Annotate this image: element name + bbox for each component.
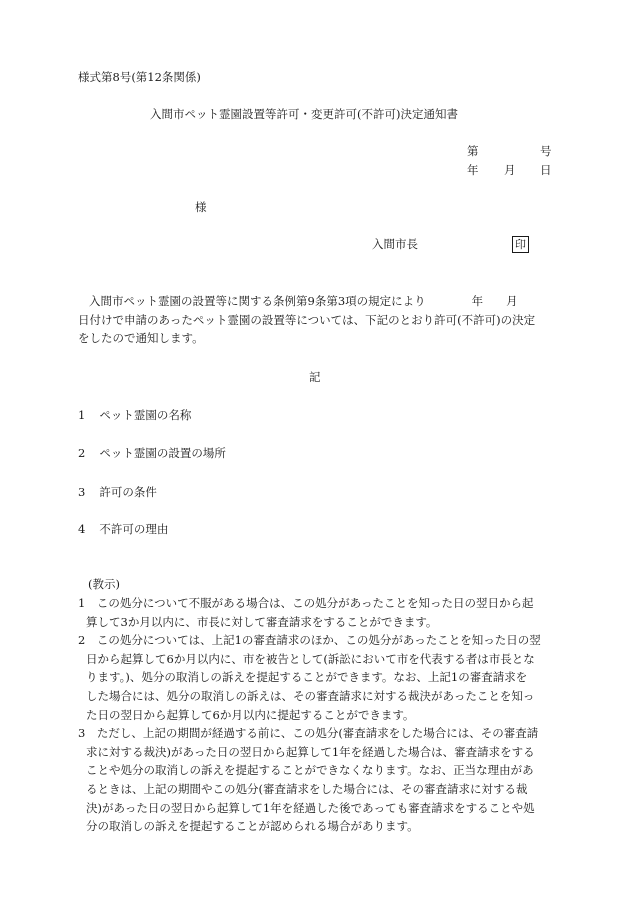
item-label: 不許可の理由 xyxy=(99,522,169,536)
body-line: 入間市ペット霊園の設置等に関する条例第9条第3項の規定により 年 月 xyxy=(89,294,518,308)
notice-line: た日の翌日から起算して6か月以内に提起することができます。 xyxy=(86,707,415,722)
notice-line: 分の取消しの訴えを提起することが認められる場合があります。 xyxy=(86,819,419,834)
date-year: 年 xyxy=(467,163,479,177)
notice-line: 求に対する裁決)があった日の翌日から起算して1年を経過した場合は、審査請求をする xyxy=(86,744,535,759)
item-3 xyxy=(78,485,157,500)
notice-2 xyxy=(78,631,558,724)
issuer-name: 入間市長 xyxy=(372,237,418,251)
notice-line: 2 この処分については、上記1の審査請求のほか、この処分があったことを知った日の翌 xyxy=(78,633,541,648)
notice-list xyxy=(78,594,558,836)
notice-line: 算して3か月以内に、市長に対して審査請求をすることができます。 xyxy=(86,614,438,629)
item-4 xyxy=(78,522,168,537)
notice-1 xyxy=(78,594,558,631)
body-paragraph xyxy=(78,292,556,348)
seal-mark: 印 xyxy=(512,236,529,253)
item-label: ペット霊園の設置の場所 xyxy=(99,446,226,460)
notice-3 xyxy=(78,724,558,836)
doc-number-suffix: 号 xyxy=(540,144,552,158)
doc-number-prefix: 第 xyxy=(467,144,479,158)
document-title: 入間市ペット霊園設置等許可・変更許可(不許可)決定通知書 xyxy=(150,107,458,121)
item-number: 3 xyxy=(78,485,86,499)
item-number: 2 xyxy=(78,446,86,460)
notice-line: るときは、上記の期間やこの処分(審査請求をした場合には、その審査請求に対する裁 xyxy=(86,781,528,796)
recipient-suffix: 様 xyxy=(195,200,207,214)
form-label: 様式第8号(第12条関係) xyxy=(78,70,201,84)
notice-line: ことや処分の取消しの訴えを提起することができなくなります。なお、正当な理由があ xyxy=(86,763,534,778)
ki-heading: 記 xyxy=(309,370,321,384)
date-day: 日 xyxy=(540,163,552,177)
notice-line: 3 ただし、上記の期間が経過する前に、この処分(審査請求をした場合には、その審査請 xyxy=(78,726,539,741)
item-number: 4 xyxy=(78,522,86,536)
item-label: 許可の条件 xyxy=(99,485,157,499)
notice-line: した場合には、処分の取消しの訴えは、その審査請求に対する裁決があったことを知っ xyxy=(86,688,535,703)
notice-heading: (教示) xyxy=(88,577,120,591)
body-line: 日付けで申請のあったペット霊園の設置等については、下記のとおり許可(不許可)の決定 xyxy=(78,312,536,327)
item-number: 1 xyxy=(78,408,86,422)
item-label: ペット霊園の名称 xyxy=(99,408,192,422)
notice-line: ります。)、処分の取消しの訴えを提起することができます。なお、上記1の審査請求を xyxy=(86,670,528,685)
body-line: をしたので通知します。 xyxy=(78,331,204,346)
notice-line: 1 この処分について不服がある場合は、この処分があったことを知った日の翌日から起 xyxy=(78,596,534,610)
notice-line: 日から起算して6か月以内に、市を被告として(訴訟において市を代表する者は市長とな xyxy=(86,651,535,666)
item-1 xyxy=(78,408,191,423)
notice-line: 決)があった日の翌日から起算して1年を経過した後であっても審査請求をすることや処 xyxy=(86,800,535,815)
item-2 xyxy=(78,446,226,461)
date-month: 月 xyxy=(504,163,516,177)
